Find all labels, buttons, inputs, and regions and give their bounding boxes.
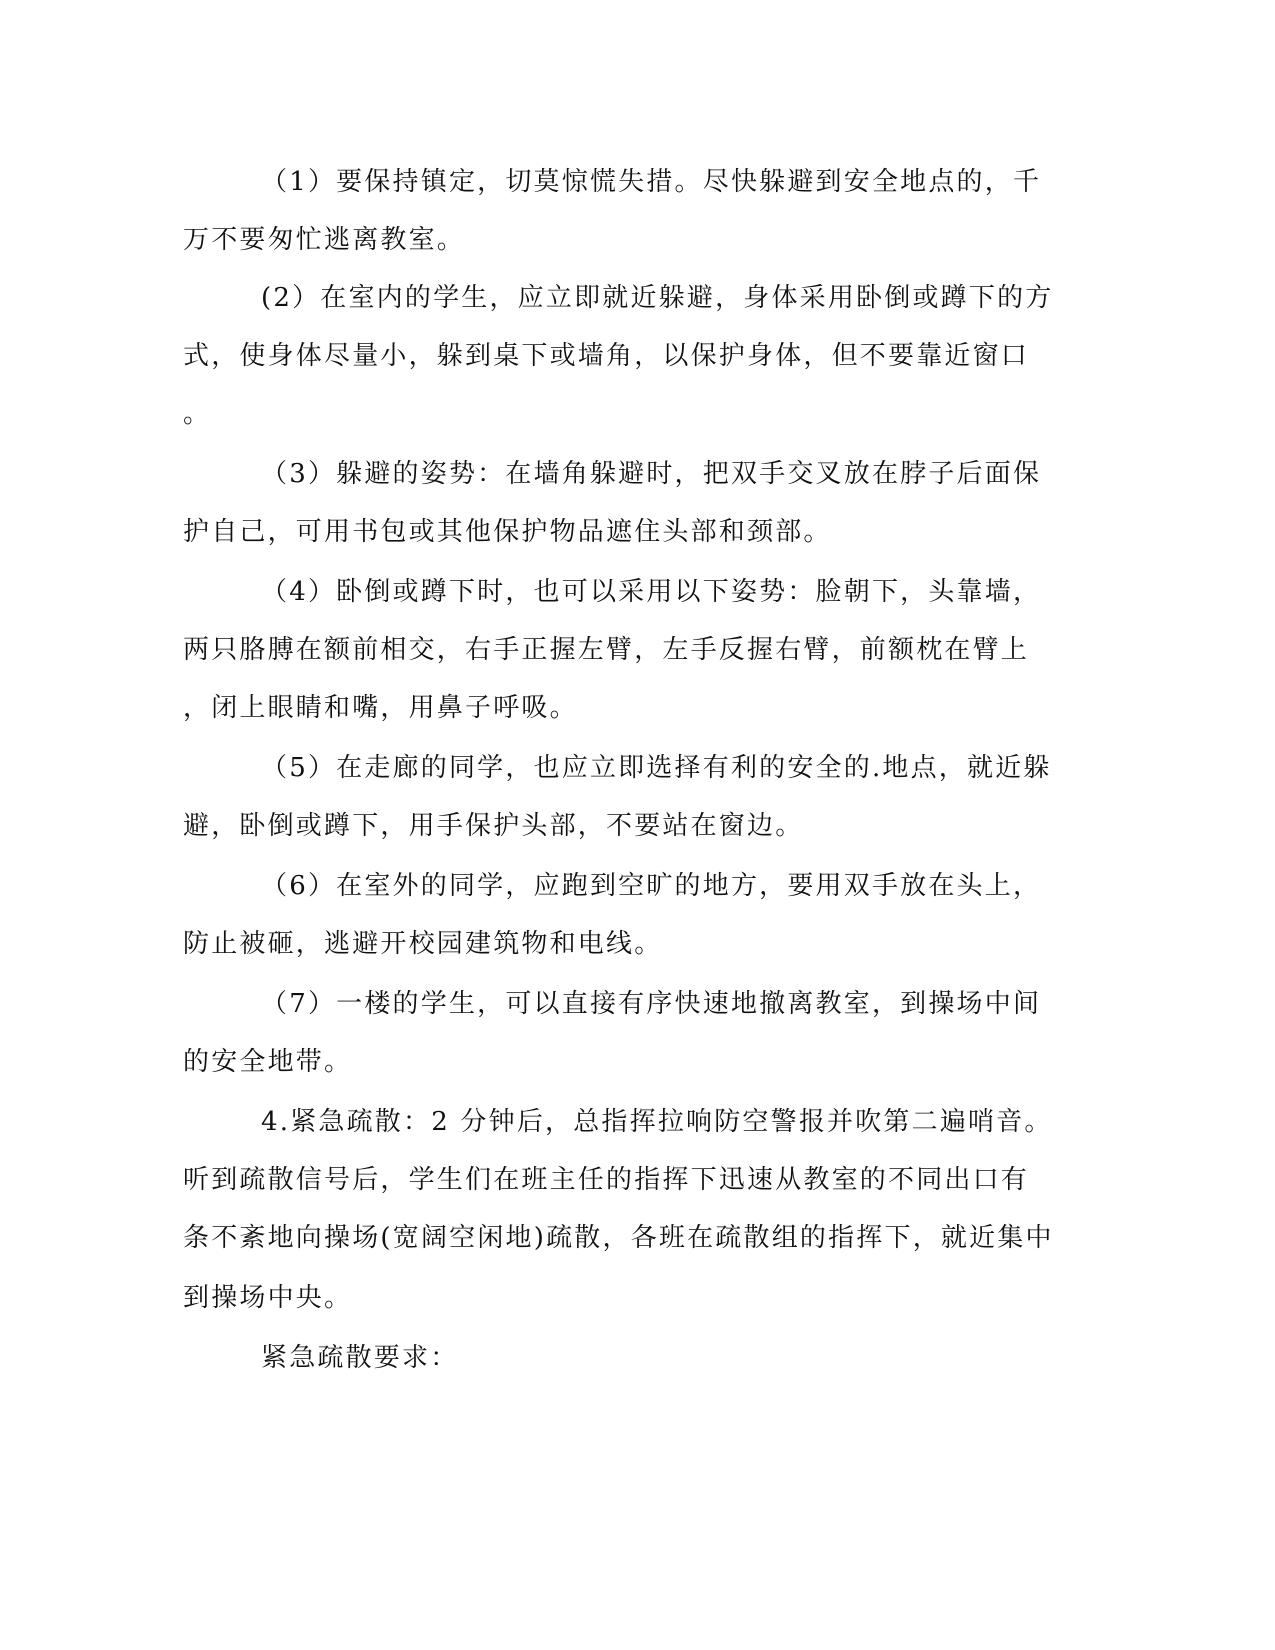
paragraph-3-line-1: （3）躲避的姿势：在墙角躲避时，把双手交叉放在脖子后面保	[261, 459, 1042, 489]
paragraph-1-line-1: （1）要保持镇定，切莫惊慌失措。尽快躲避到安全地点的，千	[261, 167, 1042, 197]
paragraph-7-line-1: （7）一楼的学生，可以直接有序快速地撤离教室，到操场中间	[261, 989, 1042, 1019]
paragraph-7-line-2: 的安全地带。	[183, 1047, 353, 1077]
paragraph-1-line-2: 万不要匆忙逃离教室。	[183, 225, 466, 255]
paragraph-6-line-1: （6）在室外的同学，应跑到空旷的地方，要用双手放在头上，	[261, 871, 1042, 901]
paragraph-4-line-2: 两只胳膊在额前相交，右手正握左臂，左手反握右臂，前额枕在臂上	[183, 635, 1030, 665]
paragraph-8-line-3: 条不紊地向操场(宽阔空闲地)疏散，各班在疏散组的指挥下，就近集中	[183, 1223, 1054, 1253]
paragraph-4-line-3: ，闭上眼睛和嘴，用鼻子呼吸。	[183, 693, 578, 723]
section-heading-evacuation-requirements: 紧急疏散要求：	[261, 1343, 459, 1373]
paragraph-2-line-1: (2）在室内的学生，应立即就近躲避，身体采用卧倒或蹲下的方	[261, 283, 1054, 313]
paragraph-8-line-1: 4.紧急疏散：2 分钟后，总指挥拉响防空警报并吹第二遍哨音。	[261, 1107, 1053, 1137]
paragraph-8-line-4: 到操场中央。	[183, 1283, 353, 1313]
paragraph-6-line-2: 防止被砸，逃避开校园建筑物和电线。	[183, 929, 663, 959]
paragraph-4-line-1: （4）卧倒或蹲下时，也可以采用以下姿势：脸朝下，头靠墙，	[261, 577, 1042, 607]
paragraph-2-line-3: 。	[183, 399, 212, 429]
paragraph-5-line-2: 避，卧倒或蹲下，用手保护头部，不要站在窗边。	[183, 811, 804, 841]
paragraph-2-line-2: 式，使身体尽量小，躲到桌下或墙角，以保护身体，但不要靠近窗口	[183, 341, 1030, 371]
paragraph-3-line-2: 护自己，可用书包或其他保护物品遮住头部和颈部。	[183, 517, 832, 547]
paragraph-8-line-2: 听到疏散信号后，学生们在班主任的指挥下迅速从教室的不同出口有	[183, 1165, 1030, 1195]
paragraph-5-line-1: （5）在走廊的同学，也应立即选择有利的安全的.地点，就近躲	[261, 753, 1052, 783]
